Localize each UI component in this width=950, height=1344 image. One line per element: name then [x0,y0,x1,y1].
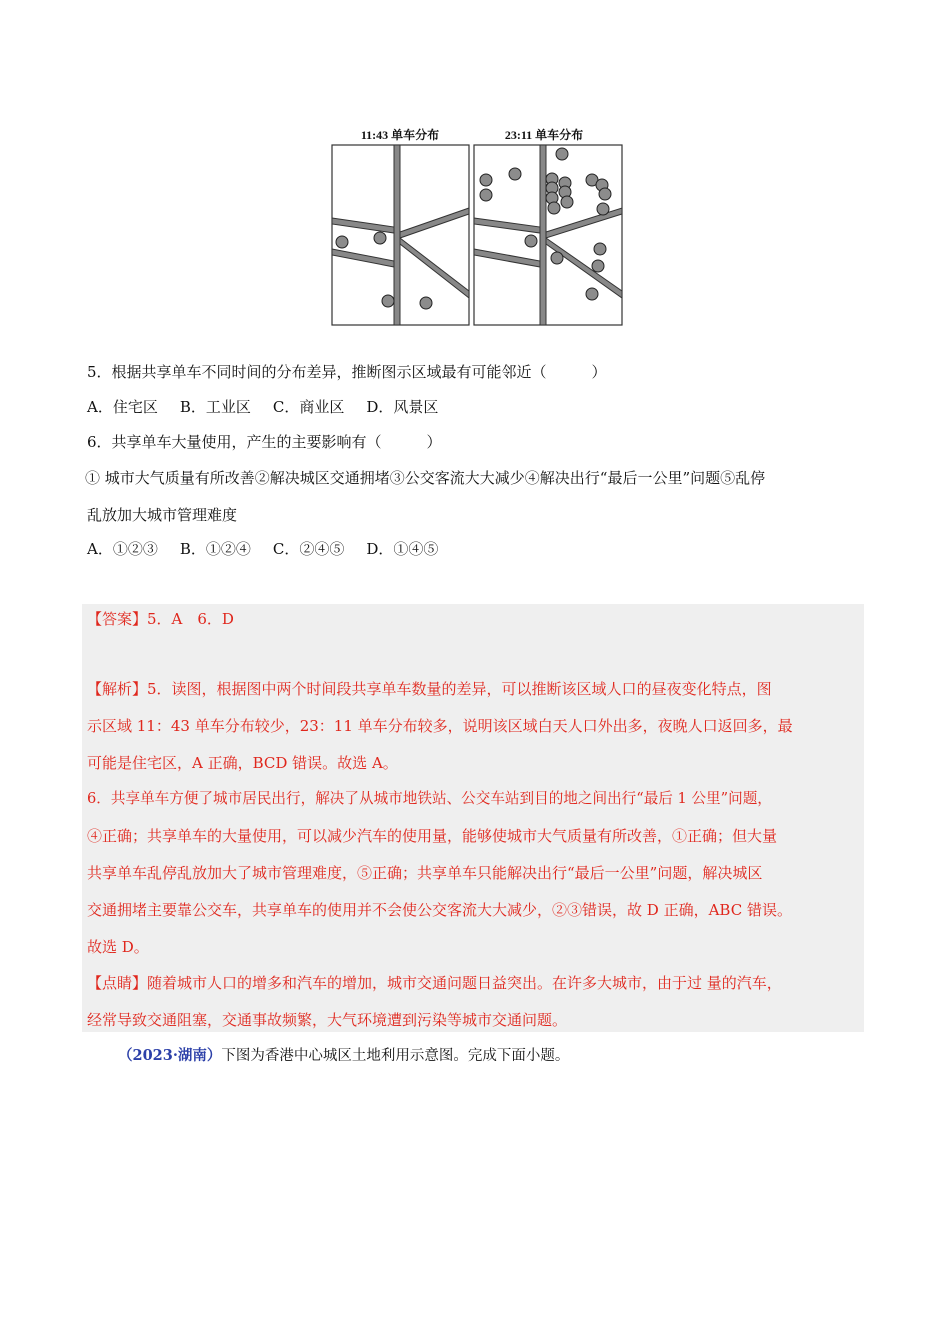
analysis-tag: 【解析】 [87,680,148,698]
bike-dot [586,288,598,300]
question-5-options [87,397,460,417]
left-map [332,145,469,325]
q6-option-b[interactable]: B．①②④ [179,540,251,558]
bike-maps-svg [330,124,626,330]
bike-dot [480,189,492,201]
q6-option-d[interactable]: D．①④⑤ [366,540,439,558]
question-6-items-line2: 乱放加大城市管理难度 [87,506,238,524]
bike-distribution-figure [330,124,626,330]
q5-option-a[interactable]: A．住宅区 [87,398,158,416]
right-map-title: 23:11 单车分布 [504,128,584,142]
bike-dot [561,196,573,208]
left-map-title: 11:43 单车分布 [360,128,440,142]
analysis-text: 5．读图，根据图中两个时间段共享单车数量的差异，可以推断该区域人口的昼夜变化特点，图 [147,680,772,698]
answer-tag: 【答案】 [87,610,148,628]
analysis-line-4: 6．共享单车方便了城市居民出行，解决了从城市地铁站、公交车站到目的地之间出行“最后 1 公里”问题， [87,790,772,807]
q5-option-d[interactable]: D．风景区 [366,398,439,416]
bike-dot [599,188,611,200]
tip-text: 随着城市人口的增多和汽车的增加，城市交通问题日益突出。在许多大城市，由于过 量的汽车， [147,974,782,992]
analysis-line-5: ④正确；共享单车的大量使用，可以减少汽车的使用量，能够使城市大气质量有所改善，①正确；但大量 [87,827,778,845]
answer-analysis-box [82,604,864,1032]
bike-dot [420,297,432,309]
bike-dot [592,260,604,272]
answer-line [87,609,234,629]
bike-dot [525,235,537,247]
next-question-intro [118,1046,569,1066]
bike-dot [597,203,609,215]
tip-tag: 【点睛】 [87,974,148,992]
q6-option-a[interactable]: A．①②③ [87,540,158,558]
question-6-options [87,539,460,559]
question-5-stem: 5．根据共享单车不同时间的分布差异，推断图示区域最有可能邻近（ ） [87,363,607,381]
bike-dot [556,148,568,160]
analysis-line-7: 交通拥堵主要靠公交车，共享单车的使用并不会使公交客流大大减少，②③错误，故 D 正确，ABC 错误。 [87,901,792,919]
q5-option-c[interactable]: C．商业区 [272,398,345,416]
q6-option-c[interactable]: C．②④⑤ [272,540,345,558]
analysis-line-3: 可能是住宅区，A 正确，BCD 错误。故选 A。 [87,754,398,772]
bike-dot [382,295,394,307]
question-6-items-line1: ① 城市大气质量有所改善②解决城区交通拥堵③公交客流大大减少④解决出行“最后一公里”问题⑤乱停 [85,469,766,487]
bike-dot [551,252,563,264]
right-map [474,145,622,325]
bike-dot [594,243,606,255]
analysis-line-2: 示区域 11：43 单车分布较少，23：11 单车分布较多，说明该区域白天人口外出多，夜晚人口返回多，最 [87,717,793,735]
question-6-stem: 6．共享单车大量使用，产生的主要影响有（ ） [87,433,442,451]
q5-option-b[interactable]: B．工业区 [179,398,251,416]
answer-text: 5．A 6．D [147,610,234,628]
bike-dot [548,202,560,214]
bike-dot [509,168,521,180]
question-source: （2023·湖南） [118,1047,222,1064]
bike-dot [480,174,492,186]
tip-line-2: 经常导致交通阻塞，交通事故频繁，大气环境遭到污染等城市交通问题。 [87,1011,568,1029]
analysis-line-8: 故选 D。 [87,938,149,956]
bike-dot [336,236,348,248]
analysis-line-6: 共享单车乱停乱放加大了城市管理难度，⑤正确；共享单车只能解决出行“最后一公里”问题，解决城区 [87,864,763,882]
tip-line-1 [87,973,782,993]
next-question-text: 下图为香港中心城区土地利用示意图。完成下面小题。 [221,1048,570,1064]
analysis-line-1 [87,679,772,699]
bike-dot [374,232,386,244]
